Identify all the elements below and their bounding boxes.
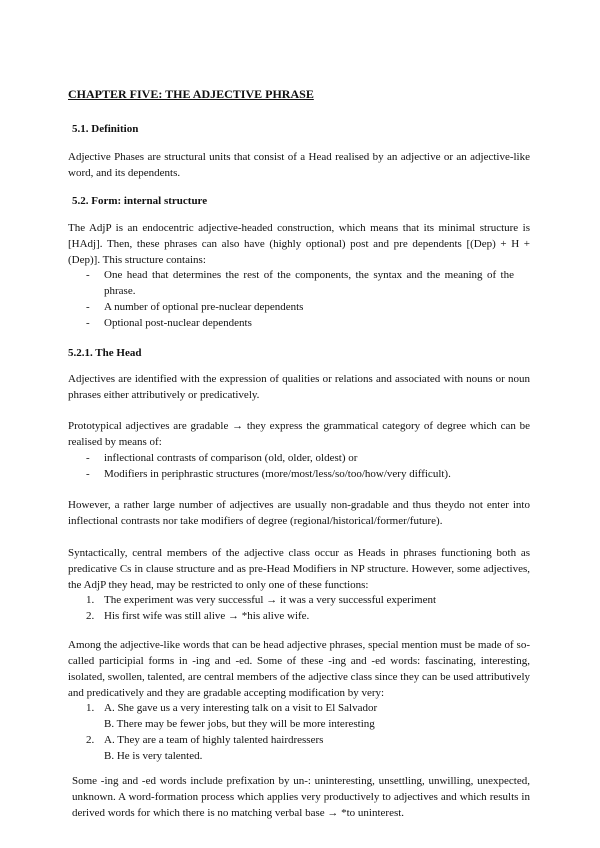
- chapter-title: CHAPTER FIVE: THE ADJECTIVE PHRASE: [68, 87, 314, 101]
- head-paragraph-4: Syntactically, central members of the adjective class occur as Heads in phrases functioning both as predicative Cs in clause structure and as pre-Head Modifiers in NP structure. However, some adjectives, the AdjP they head, may be restricted to only one of these functions:: [68, 547, 530, 591]
- bullet-dash: -: [86, 301, 90, 313]
- bullet-dash: -: [86, 468, 90, 480]
- head-paragraph-5: Among the adjective-like words that can be head adjective phrases, special mention must be made of so-called participial forms in -ing and -ed. Some of these -ing and -ed words: fascinating, interesting, isolated, swollen, talented, are central members of the adjective class since they can be used attributively and predicatively and they are gradable accepting modification by very:: [68, 639, 530, 699]
- bullet-text: A number of optional pre-nuclear dependents: [104, 301, 304, 313]
- head-paragraph-1: Adjectives are identified with the expression of qualities or relations and associated with nouns or noun phrases either attributively or predicatively.: [68, 373, 530, 401]
- bullet-text: One head that determines the rest of the components, the syntax and the meaning of the phrase.: [104, 269, 514, 297]
- bullet-text: Modifiers in periphrastic structures (more/most/less/so/too/how/very difficult).: [104, 468, 451, 480]
- list-number: 2.: [86, 610, 95, 622]
- list-number: 1.: [86, 594, 95, 606]
- section-heading-definition: 5.1. Definition: [72, 123, 139, 135]
- example-text-b: B. There may be fewer jobs, but they will be more interesting: [104, 718, 375, 730]
- bullet-dash: -: [86, 269, 90, 281]
- head-paragraph-6: Some -ing and -ed words include prefixation by un-: uninteresting, unsettling, unwilling, unexpected, unknown. A word-formation process which applies very productively to adjectives and which results in derived words for which there is no matching verbal base → *to uninterest.: [72, 775, 530, 819]
- bullet-text: Optional post-nuclear dependents: [104, 317, 252, 329]
- section-heading-form: 5.2. Form: internal structure: [72, 195, 208, 207]
- head-paragraph-2: Prototypical adjectives are gradable → they express the grammatical category of degree which can be realised by means of:: [68, 420, 530, 448]
- list-number: 1.: [86, 702, 95, 714]
- example-text-a: A. She gave us a very interesting talk on a visit to El Salvador: [104, 702, 378, 714]
- example-text: His first wife was still alive → *his alive wife.: [104, 610, 310, 622]
- head-paragraph-3: However, a rather large number of adjectives are usually non-gradable and thus theydo not enter into inflectional contrasts nor take modifiers of degree (regional/historical/former/future).: [68, 499, 530, 527]
- definition-paragraph: Adjective Phases are structural units that consist of a Head realised by an adjective or an adjective-like word, and its dependents.: [68, 151, 530, 179]
- example-text: The experiment was very successful → it was a very successful experiment: [104, 594, 437, 606]
- example-text-a: A. They are a team of highly talented hairdressers: [104, 734, 324, 746]
- bullet-dash: -: [86, 452, 90, 464]
- bullet-dash: -: [86, 317, 90, 329]
- list-number: 2.: [86, 734, 95, 746]
- form-paragraph: The AdjP is an endocentric adjective-headed construction, which means that its minimal structure is [HAdj]. Then, these phrases can also have (highly optional) post and pre dependents [(Dep) + H + (Dep)]. This structure contains:: [68, 222, 530, 266]
- section-heading-head: 5.2.1. The Head: [68, 347, 142, 359]
- bullet-text: inflectional contrasts of comparison (old, older, oldest) or: [104, 452, 358, 464]
- example-text-b: B. He is very talented.: [104, 750, 203, 762]
